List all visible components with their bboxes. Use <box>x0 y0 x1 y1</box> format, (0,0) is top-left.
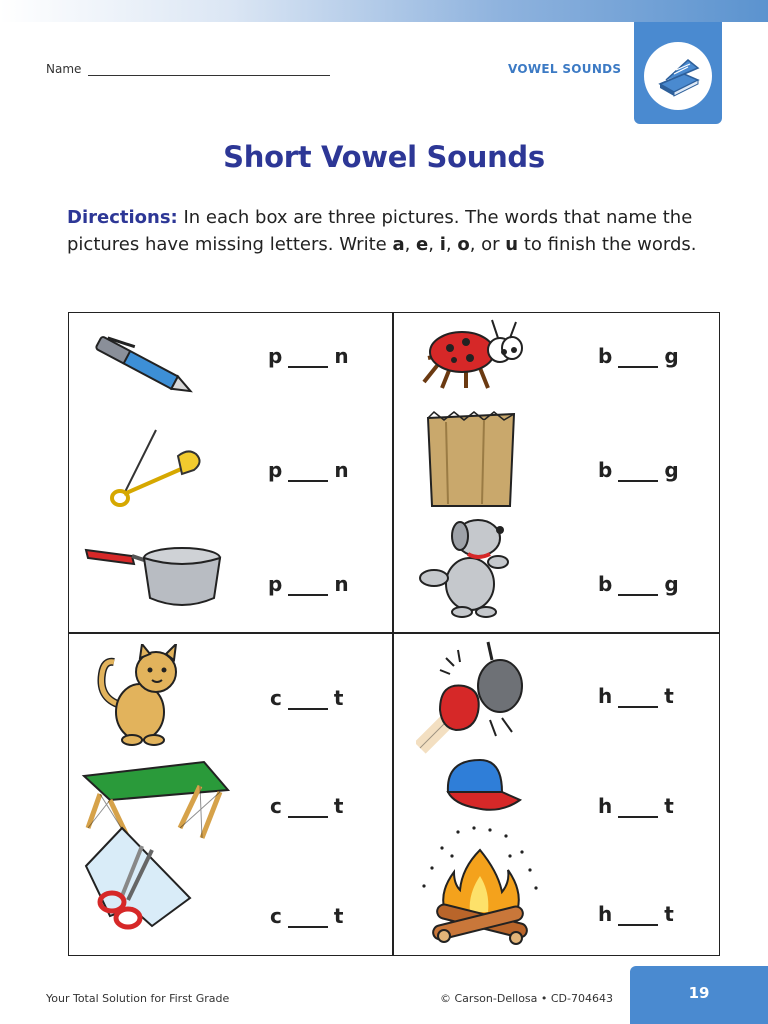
hat-picture <box>440 756 524 818</box>
separator: , <box>428 234 440 255</box>
begging-dog-picture <box>418 516 516 618</box>
section-tab <box>634 22 722 124</box>
directions <box>67 204 717 258</box>
word-start: h <box>598 794 613 818</box>
word-start: p <box>268 344 283 368</box>
answer-blank[interactable] <box>288 350 328 368</box>
hit-punching-bag-picture <box>416 636 534 754</box>
footer-copyright: © Carson-Dellosa • CD-704643 <box>440 992 613 1005</box>
vowel-a: a <box>392 234 405 255</box>
answer-blank[interactable] <box>618 800 658 818</box>
answer-blank[interactable] <box>288 692 328 710</box>
page-number-tab <box>630 966 768 1024</box>
word-start: c <box>270 686 282 710</box>
answer-blank[interactable] <box>288 800 328 818</box>
name-write-line <box>88 75 330 76</box>
word-start: h <box>598 902 613 926</box>
word-hat <box>598 794 674 818</box>
grid-divider-vertical <box>392 312 394 956</box>
pen-picture <box>86 332 204 404</box>
grid-divider-horizontal <box>68 632 720 634</box>
section-label: VOWEL SOUNDS <box>508 62 622 76</box>
word-start: p <box>268 572 283 596</box>
answer-blank[interactable] <box>288 464 328 482</box>
header-gradient-bar <box>0 0 768 22</box>
answer-blank[interactable] <box>618 350 658 368</box>
word-start: c <box>270 904 282 928</box>
vowel-e: e <box>416 234 429 255</box>
word-pen <box>268 344 349 368</box>
name-label: Name <box>46 62 82 76</box>
answer-blank[interactable] <box>288 910 328 928</box>
footer-series-title: Your Total Solution for First Grade <box>46 992 230 1005</box>
hot-campfire-picture <box>418 822 542 946</box>
word-end: g <box>664 572 679 596</box>
word-start: b <box>598 572 613 596</box>
word-end: t <box>664 684 674 708</box>
word-hot <box>598 902 674 926</box>
word-end: t <box>664 902 674 926</box>
word-start: p <box>268 458 283 482</box>
word-end: t <box>333 794 344 818</box>
word-end: t <box>664 794 674 818</box>
word-pan <box>268 572 349 596</box>
word-end: g <box>664 458 679 482</box>
word-beg <box>598 572 679 596</box>
separator: , or <box>469 234 506 255</box>
answer-blank[interactable] <box>288 578 328 596</box>
word-end: n <box>334 344 349 368</box>
answer-blank[interactable] <box>618 464 658 482</box>
word-start: c <box>270 794 282 818</box>
safety-pin-picture <box>106 428 208 514</box>
word-pin <box>268 458 349 482</box>
word-end: n <box>334 572 349 596</box>
word-start: b <box>598 344 613 368</box>
answer-blank[interactable] <box>618 578 658 596</box>
word-start: b <box>598 458 613 482</box>
word-hit <box>598 684 674 708</box>
word-end: n <box>334 458 349 482</box>
word-end: g <box>664 344 679 368</box>
pan-picture <box>82 536 224 614</box>
tab-circle <box>644 42 712 110</box>
word-cut <box>270 904 343 928</box>
word-cat <box>270 686 343 710</box>
word-bug <box>598 344 679 368</box>
word-bag <box>598 458 679 482</box>
separator: , <box>445 234 458 255</box>
cut-paper-scissors-picture <box>82 826 194 930</box>
vowel-i: i <box>439 234 446 255</box>
word-end: t <box>333 904 344 928</box>
word-start: h <box>598 684 613 708</box>
directions-text: In each box are three pictures. The words that name the pictures have missing letters. Write <box>67 207 693 255</box>
directions-label: Directions: <box>67 207 178 228</box>
page-title: Short Vowel Sounds <box>223 140 545 174</box>
book-icon <box>654 54 702 98</box>
word-cot <box>270 794 343 818</box>
answer-blank[interactable] <box>618 690 658 708</box>
word-end: t <box>333 686 344 710</box>
answer-blank[interactable] <box>618 908 658 926</box>
bug-picture <box>420 318 524 390</box>
separator: , <box>404 234 417 255</box>
page-number: 19 <box>688 984 710 1002</box>
cat-picture <box>90 644 188 746</box>
vowel-u: u <box>505 234 519 255</box>
paper-bag-picture <box>424 410 518 510</box>
directions-text-end: to finish the words. <box>518 234 697 255</box>
vowel-o: o <box>457 234 470 255</box>
